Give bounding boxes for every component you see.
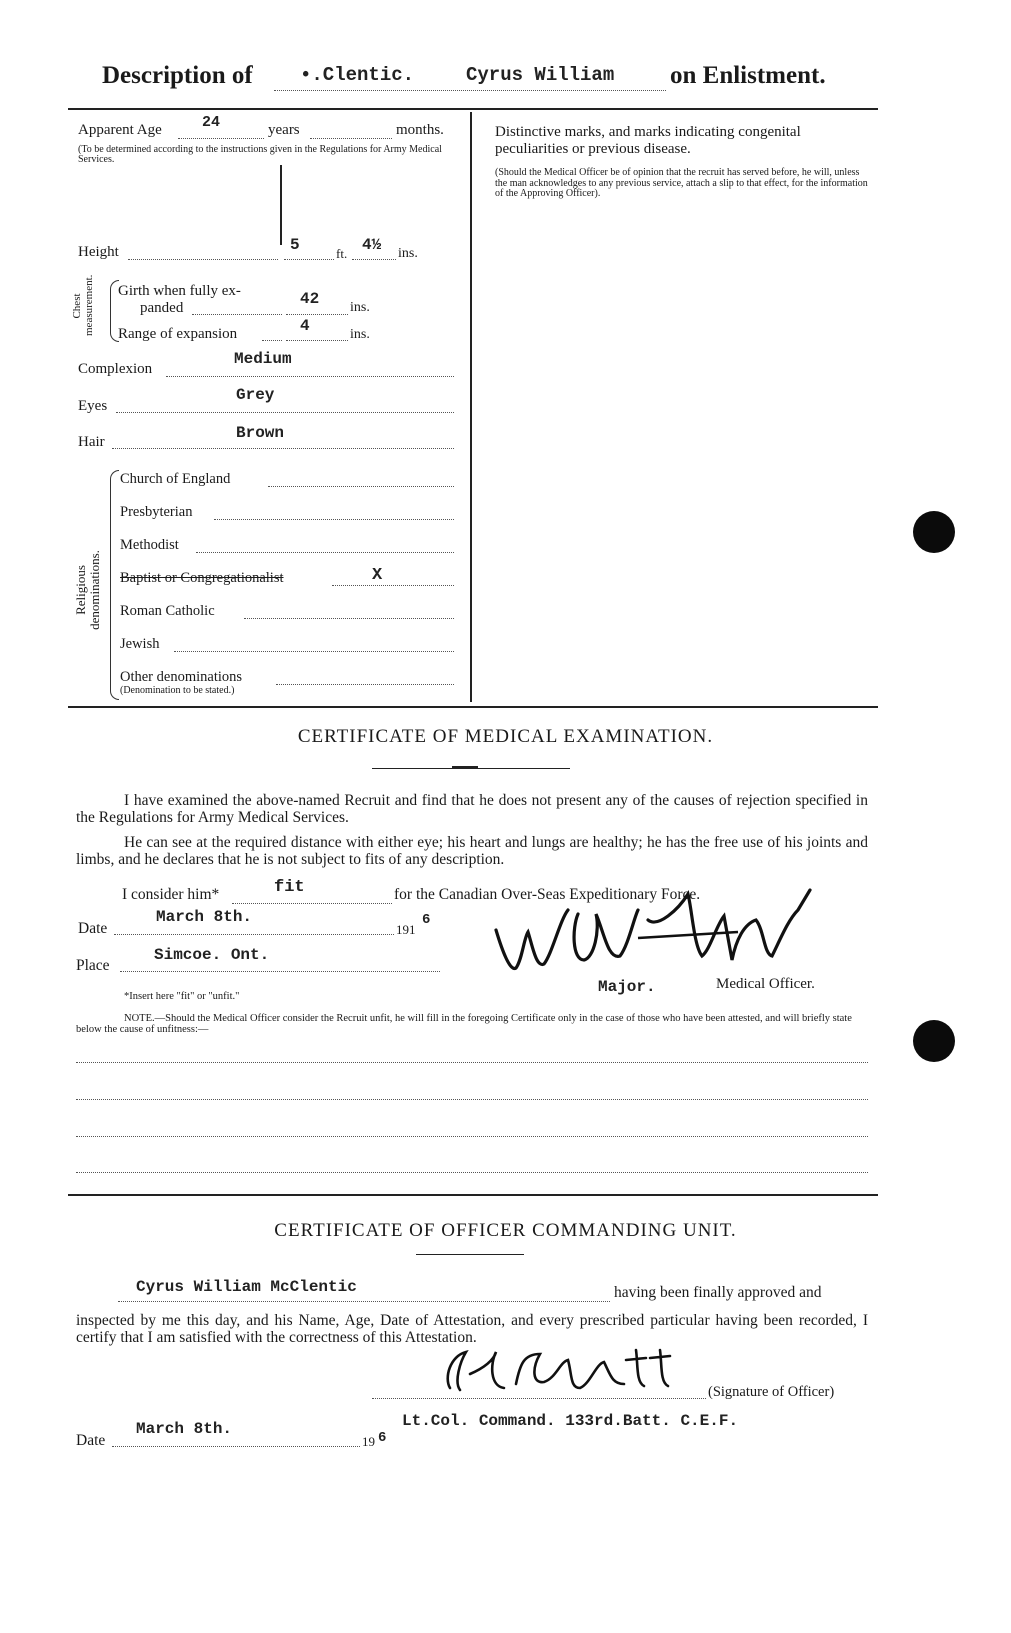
height-feet: 5 [290, 236, 300, 254]
header-name-line [274, 90, 666, 91]
denom-presbyterian-line [214, 519, 454, 520]
girth-label-1: Girth when fully ex- [118, 283, 241, 299]
hair-label: Hair [78, 434, 105, 450]
expansion-ins-label: ins. [350, 327, 370, 342]
med-date-line [114, 934, 394, 935]
commanding-text-1: having been finally approved and [614, 1284, 822, 1301]
denom-other-note: (Denomination to be stated.) [120, 685, 235, 696]
complexion-value: Medium [234, 350, 292, 368]
co-year-prefix: 19 [362, 1434, 375, 1449]
unfit-line-1 [76, 1062, 868, 1063]
section-rule-2 [68, 1194, 878, 1196]
punch-hole-top [913, 511, 955, 553]
girth-label-2: panded [140, 300, 184, 316]
force-label: for the Canadian Over-Seas Expeditionary Force. [394, 886, 701, 903]
months-label: months. [396, 122, 444, 138]
column-divider [470, 112, 472, 702]
height-feet-line [284, 259, 334, 260]
unfit-line-2 [76, 1099, 868, 1100]
unfit-line-3 [76, 1136, 868, 1137]
years-label: years [268, 122, 300, 138]
co-year-suffix: 6 [378, 1430, 387, 1446]
co-date-line [112, 1446, 360, 1447]
girth-ins-label: ins. [350, 300, 370, 315]
recruit-name-line [118, 1301, 610, 1302]
commanding-certificate-title: CERTIFICATE OF OFFICER COMMANDING UNIT. [274, 1220, 737, 1241]
denom-methodist-line [196, 552, 454, 553]
expansion-dots [262, 340, 282, 341]
denom-presbyterian: Presbyterian [120, 504, 193, 520]
header-surname: •.Clentic. [300, 64, 415, 86]
med-date-value: March 8th. [156, 908, 253, 926]
chest-label: Chest measurement. [71, 274, 95, 336]
denom-baptist: Baptist or Congregationalist [120, 570, 284, 586]
header-given-names: Cyrus William [466, 64, 615, 86]
header-suffix: on Enlistment. [670, 62, 826, 89]
denom-baptist-line [332, 585, 454, 586]
medical-para-1: I have examined the above-named Recruit and find that he does not present any of the causes of rejection specified in the Regulations for Army Medical Services. [76, 792, 868, 826]
denom-other-line [276, 684, 454, 685]
denom-methodist: Methodist [120, 537, 179, 553]
expansion-value-line [286, 340, 348, 341]
med-place-value: Simcoe. Ont. [154, 946, 270, 964]
consider-label: I consider him* [122, 886, 220, 903]
denom-other: Other denominations [120, 669, 243, 685]
expansion-value: 4 [300, 317, 310, 335]
unfit-note: NOTE.—Should the Medical Officer consider the Recruit unfit, he will fill in the foregoing Certificate only in the case of those who have been attested, and will briefly state below the cause of unfitness:— [76, 1013, 852, 1035]
apparent-age-line [178, 138, 264, 139]
medical-officer-signature [488, 880, 828, 975]
eyes-label: Eyes [78, 398, 108, 414]
age-note: (To be determined according to the instructions given in the Regulations for Army Medical Services. [78, 144, 442, 165]
height-inches-line [352, 259, 396, 260]
signature-of-officer-label: (Signature of Officer) [708, 1384, 835, 1400]
denom-jewish: Jewish [120, 636, 160, 652]
consider-value: fit [274, 878, 305, 897]
header-rule [68, 108, 878, 110]
eyes-value: Grey [236, 386, 275, 404]
medical-title-rule-mark [452, 766, 478, 769]
hair-value: Brown [236, 424, 285, 442]
denom-rc-line [244, 618, 454, 619]
girth-value-line [286, 314, 348, 315]
medical-certificate-title: CERTIFICATE OF MEDICAL EXAMINATION. [297, 726, 714, 747]
medical-para-2: He can see at the required distance with either eye; his heart and lungs are healthy; he has the free use of his joints and limbs, and he declares that he is not subject to fits of any description. [76, 834, 868, 868]
denom-baptist-mark: X [372, 566, 383, 585]
denom-coe-line [268, 486, 454, 487]
med-place-label: Place [76, 957, 110, 974]
officer-signature-line [372, 1398, 706, 1399]
ft-label: ft. [336, 246, 348, 261]
med-place-line [120, 971, 440, 972]
height-inches: 4½ [362, 236, 382, 254]
consider-line [232, 903, 392, 904]
commanding-officer-signature [420, 1344, 710, 1400]
section-rule [68, 706, 878, 708]
med-rank-value: Major. [598, 978, 656, 996]
denom-church-of-england: Church of England [120, 471, 231, 487]
age-height-rule [280, 165, 282, 245]
co-rank-value: Lt.Col. Command. 133rd.Batt. C.E.F. [402, 1412, 739, 1430]
complexion-label: Complexion [78, 361, 153, 377]
header-prefix: Description of [102, 62, 253, 89]
denom-jewish-line [174, 651, 454, 652]
commanding-title-rule [416, 1254, 524, 1255]
eyes-line [116, 412, 454, 413]
marks-heading: Distinctive marks, and marks indicating congenital peculiarities or previous disease. [495, 124, 801, 157]
marks-note: (Should the Medical Officer be of opinion that the recruit has served before, he will, unless the man acknowledges to any previous service, attach a slip to that effect, for the information of the Approving Officer). [495, 167, 868, 199]
height-dots [128, 259, 278, 260]
complexion-line [166, 376, 454, 377]
religious-label: Religious denominations. [73, 550, 102, 630]
expansion-label: Range of expansion [118, 326, 238, 342]
denom-roman-catholic: Roman Catholic [120, 603, 215, 619]
girth-dots [192, 314, 282, 315]
co-date-label: Date [76, 1432, 106, 1449]
unfit-line-4 [76, 1172, 868, 1173]
girth-value: 42 [300, 290, 320, 308]
insert-note: *Insert here "fit" or "unfit." [124, 991, 240, 1002]
co-date-value: March 8th. [136, 1420, 233, 1438]
hair-line [112, 448, 454, 449]
height-ins-label: ins. [398, 246, 418, 261]
med-year-suffix: 6 [422, 912, 431, 928]
months-line [310, 138, 392, 139]
med-year-prefix: 191 [396, 922, 416, 937]
medical-officer-label: Medical Officer. [716, 976, 815, 992]
recruit-name: Cyrus William McClentic [136, 1278, 357, 1296]
med-date-label: Date [78, 920, 108, 937]
religion-brace [110, 470, 119, 700]
punch-hole-bottom [913, 1020, 955, 1062]
height-label: Height [78, 244, 119, 260]
apparent-age-label: Apparent Age [78, 122, 162, 138]
apparent-age-value: 24 [202, 114, 221, 131]
commanding-text-2: inspected by me this day, and his Name, Age, Date of Attestation, and every prescribed particular having been recorded, I certify that I am satisfied with the correctness of this Attestation. [76, 1312, 868, 1346]
